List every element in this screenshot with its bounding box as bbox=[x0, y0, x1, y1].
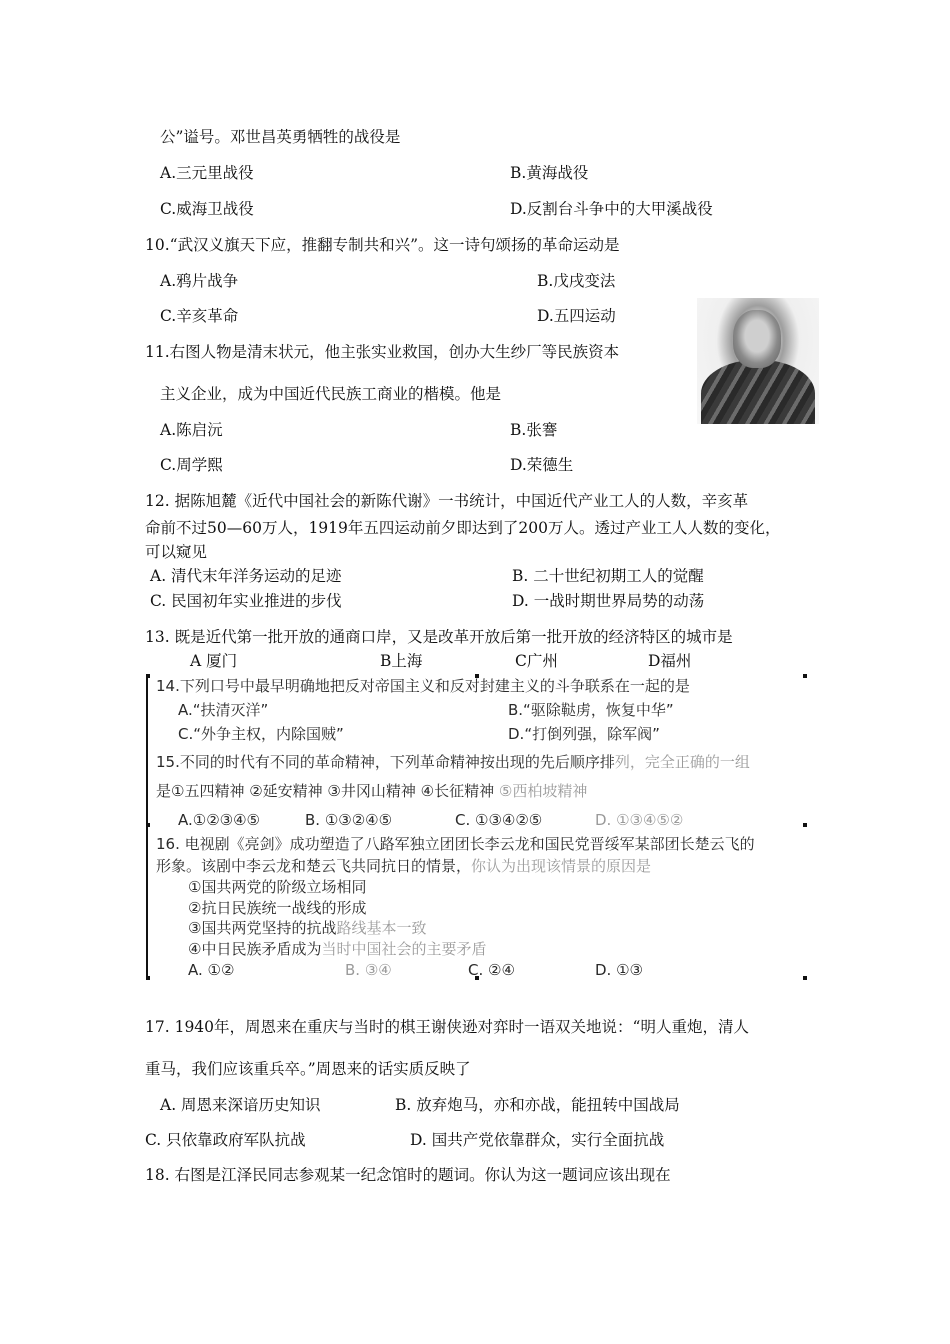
q17-stem-line1: 17. 1940年，周恩来在重庆与当时的棋王谢侠逊对弈时一语双关地说：“明人重炮，清人 bbox=[145, 1018, 749, 1036]
q14-option-d: D.“打倒列强，除军阀” bbox=[508, 725, 660, 743]
q14-option-a: A.“扶清灭洋” bbox=[178, 701, 269, 719]
q11-option-a: A.陈启沅 bbox=[160, 421, 223, 439]
q15-items bbox=[156, 781, 587, 801]
q16-item-3 bbox=[188, 918, 426, 938]
q10-option-d: D.五四运动 bbox=[537, 307, 616, 325]
q15-stem bbox=[156, 752, 750, 772]
q14-option-c: C.“外争主权，内除国贼” bbox=[178, 725, 344, 743]
q16-stem-line2 bbox=[156, 856, 651, 876]
selection-handle-mid-left bbox=[146, 823, 150, 827]
q15-stem-faint: 列，完全正确的一组 bbox=[614, 753, 750, 771]
q15-option-c: C. ①③④②⑤ bbox=[455, 811, 543, 829]
q16-item-3-faint: 路线基本一致 bbox=[336, 919, 427, 937]
q14-option-b: B.“驱除鞑虏，恢复中华” bbox=[508, 701, 674, 719]
q17-stem-line2: 重马，我们应该重兵卒。”周恩来的话实质反映了 bbox=[145, 1060, 471, 1078]
q16-item-2: ②抗日民族统一战线的形成 bbox=[188, 899, 367, 917]
q16-item-4-faint: 当时中国社会的主要矛盾 bbox=[321, 940, 487, 958]
q15-items-dark: 是①五四精神 ②延安精神 ③井冈山精神 ④长征精神 bbox=[156, 782, 499, 800]
q9-option-c: C.威海卫战役 bbox=[160, 200, 254, 218]
selection-handle-bottom-right bbox=[803, 976, 807, 980]
q10-stem: 10.“武汉义旗天下应，推翻专制共和兴”。这一诗句颂扬的革命运动是 bbox=[145, 236, 620, 254]
q17-option-c: C. 只依靠政府军队抗战 bbox=[145, 1131, 306, 1149]
q11-option-d: D.荣德生 bbox=[510, 456, 574, 474]
q9-stem-cont: 公”谥号。邓世昌英勇牺牲的战役是 bbox=[160, 128, 401, 146]
q10-option-a: A.鸦片战争 bbox=[160, 272, 239, 290]
q12-option-b: B. 二十世纪初期工人的觉醒 bbox=[512, 567, 704, 585]
q14-stem: 14.下列口号中最早明确地把反对帝国主义和反对封建主义的斗争联系在一起的是 bbox=[156, 677, 690, 695]
selection-handle-top-left bbox=[146, 674, 150, 678]
q17-option-a: A. 周恩来深谙历史知识 bbox=[160, 1096, 321, 1114]
q16-option-a: A. ①② bbox=[188, 961, 235, 979]
q17-option-b: B. 放弃炮马，亦和亦战，能扭转中国战局 bbox=[395, 1096, 680, 1114]
q12-option-c: C. 民国初年实业推进的步伐 bbox=[150, 592, 342, 610]
q16-stem-line2-faint: 你认为出现该情景的原因是 bbox=[471, 857, 652, 875]
q12-option-a: A. 清代末年洋务运动的足迹 bbox=[150, 567, 342, 585]
q11-stem-line1: 11.右图人物是清末状元，他主张实业救国，创办大生纱厂等民族资本 bbox=[145, 343, 620, 361]
q16-option-b: B. ③④ bbox=[345, 961, 392, 979]
q16-stem-line1: 16. 电视剧《亮剑》成功塑造了八路军独立团团长李云龙和国民党晋绥军某部团长楚云飞的 bbox=[156, 835, 755, 853]
scan-left-border bbox=[146, 676, 148, 978]
q12-stem-line1: 12. 据陈旭麓《近代中国社会的新陈代谢》一书统计，中国近代产业工人的人数，辛亥革 bbox=[145, 492, 749, 510]
q16-item-3-dark: ③国共两党坚持的抗战 bbox=[188, 919, 337, 937]
q16-item-4 bbox=[188, 939, 486, 959]
q16-item-1: ①国共两党的阶级立场相同 bbox=[188, 878, 367, 896]
q18-stem: 18. 右图是江泽民同志参观某一纪念馆时的题词。你认为这一题词应该出现在 bbox=[145, 1166, 671, 1184]
q16-stem-line2-dark: 形象。该剧中李云龙和楚云飞共同抗日的情景， bbox=[156, 857, 472, 875]
q12-stem-line3: 可以窥见 bbox=[145, 543, 208, 561]
selection-handle-mid-right bbox=[803, 823, 807, 827]
q17-option-d: D. 国共产党依靠群众，实行全面抗战 bbox=[410, 1131, 665, 1149]
q13-option-b: B上海 bbox=[380, 652, 423, 670]
selection-handle-top-right bbox=[803, 674, 807, 678]
portrait-head-shape bbox=[733, 310, 781, 368]
q15-stem-dark: 15.不同的时代有不同的革命精神，下列革命精神按出现的先后顺序排 bbox=[156, 753, 615, 771]
q12-option-d: D. 一战时期世界局势的动荡 bbox=[512, 592, 705, 610]
q15-option-a: A.①②③④⑤ bbox=[178, 811, 261, 829]
q15-option-d: D. ①③④⑤② bbox=[595, 811, 684, 829]
q11-option-b: B.张謇 bbox=[510, 421, 558, 439]
q13-stem: 13. 既是近代第一批开放的通商口岸，又是改革开放后第一批开放的经济特区的城市是 bbox=[145, 628, 733, 646]
q11-stem-line2: 主义企业，成为中国近代民族工商业的楷模。他是 bbox=[160, 385, 502, 403]
q10-option-c: C.辛亥革命 bbox=[160, 307, 239, 325]
q13-option-d: D福州 bbox=[648, 652, 692, 670]
portrait-body-shape bbox=[701, 360, 815, 424]
portrait-photo bbox=[697, 298, 819, 424]
q13-option-c: C广州 bbox=[515, 652, 558, 670]
q16-option-c: C. ②④ bbox=[468, 961, 515, 979]
q15-items-faint: ⑤西柏坡精神 bbox=[498, 782, 588, 800]
q9-option-d: D.反割台斗争中的大甲溪战役 bbox=[510, 200, 713, 218]
q12-stem-line2: 命前不过50—60万人，1919年五四运动前夕即达到了200万人。透过产业工人人数的变化， bbox=[145, 519, 781, 537]
q16-option-d: D. ①③ bbox=[595, 961, 643, 979]
q9-option-a: A.三元里战役 bbox=[160, 164, 254, 182]
q15-option-b: B. ①③②④⑤ bbox=[305, 811, 393, 829]
q11-option-c: C.周学熙 bbox=[160, 456, 223, 474]
q13-option-a: A 厦门 bbox=[190, 652, 238, 670]
q10-option-b: B.戊戌变法 bbox=[537, 272, 616, 290]
q9-option-b: B.黄海战役 bbox=[510, 164, 589, 182]
q16-item-4-dark: ④中日民族矛盾成为 bbox=[188, 940, 322, 958]
selection-handle-bottom-left bbox=[146, 976, 150, 980]
